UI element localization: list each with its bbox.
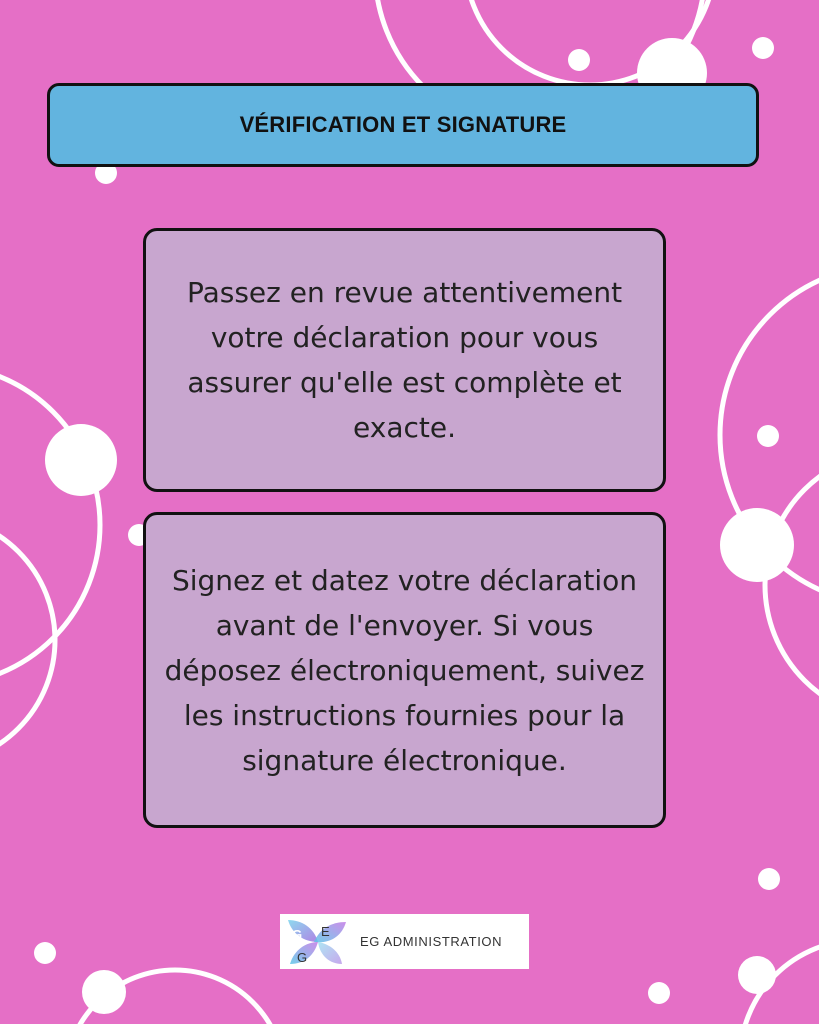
logo-letter: G <box>297 950 308 965</box>
info-card-text: Signez et datez votre déclaration avant de l'envoyer. Si vous déposez électroniquement, suivez les instructions fournies pour la signature électronique. <box>164 563 645 777</box>
deco-dot <box>738 956 776 994</box>
info-card-sign <box>143 512 666 828</box>
logo-letter: G <box>292 927 303 942</box>
info-card-review <box>143 228 666 492</box>
deco-ring <box>720 265 819 605</box>
logo-mark-icon <box>280 914 352 969</box>
deco-ring <box>0 515 55 765</box>
deco-ring <box>65 970 285 1024</box>
deco-dot <box>568 49 590 71</box>
brand-logo <box>280 914 529 969</box>
deco-ring <box>740 940 819 1024</box>
deco-ring <box>765 450 819 720</box>
deco-dot <box>648 982 670 1004</box>
brand-name: EG ADMINISTRATION <box>360 934 503 949</box>
deco-ring <box>465 0 715 85</box>
page-title-banner <box>47 83 759 167</box>
info-card-text: Passez en revue attentivement votre déclaration pour vous assurer qu'elle est complète et exacte. <box>186 276 623 444</box>
logo-letter: E <box>321 924 330 939</box>
deco-dot <box>720 508 794 582</box>
page-title: VÉRIFICATION ET SIGNATURE <box>239 112 567 137</box>
deco-dot <box>752 37 774 59</box>
deco-dot <box>82 970 126 1014</box>
deco-ring <box>0 365 100 685</box>
deco-dot <box>34 942 56 964</box>
deco-dot <box>758 868 780 890</box>
deco-dot <box>45 424 117 496</box>
deco-dot <box>757 425 779 447</box>
